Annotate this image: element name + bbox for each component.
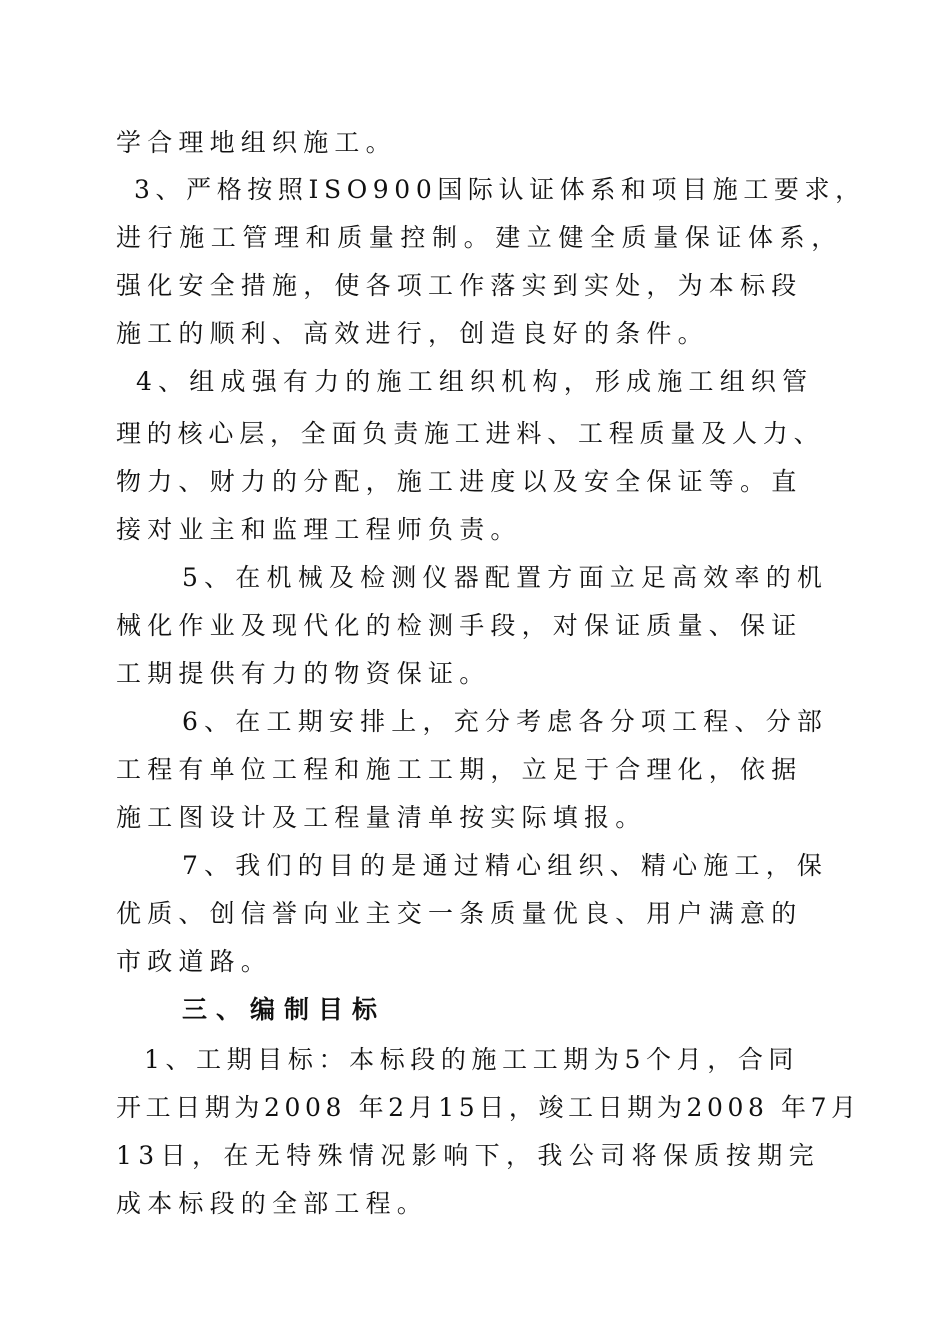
text-line: 开工日期为2008 年2月15日，竣工日期为2008 年7月 <box>116 1093 861 1122</box>
text-line: 工程有单位工程和施工工期，立足于合理化，依据 <box>116 755 803 784</box>
text-line: 理的核心层，全面负责施工进料、工程质量及人力、 <box>116 419 825 448</box>
text-line: 4、组成强有力的施工组织机构，形成施工组织管 <box>136 367 814 396</box>
text-line: 工期提供有力的物资保证。 <box>116 659 491 688</box>
text-line: 物力、财力的分配，施工进度以及安全保证等。直 <box>116 467 803 496</box>
text-line: 13日，在无特殊情况影响下，我公司将保质按期完 <box>116 1141 821 1170</box>
text-line: 接对业主和监理工程师负责。 <box>116 515 522 544</box>
text-line: 7、我们的目的是通过精心组织、精心施工，保 <box>182 851 829 880</box>
text-line: 1、工期目标：本标段的施工工期为5个月，合同 <box>144 1045 800 1074</box>
text-line: 施工的顺利、高效进行，创造良好的条件。 <box>116 319 709 348</box>
section-heading: 三、编制目标 <box>182 995 387 1024</box>
text-line: 施工图设计及工程量清单按实际填报。 <box>116 803 647 832</box>
text-line: 市政道路。 <box>116 947 273 976</box>
text-line: 强化安全措施，使各项工作落实到实处，为本标段 <box>116 271 803 300</box>
text-line: 优质、创信誉向业主交一条质量优良、用户满意的 <box>116 899 803 928</box>
text-line: 进行施工管理和质量控制。建立健全质量保证体系， <box>116 223 843 252</box>
text-line: 5、在机械及检测仪器配置方面立足高效率的机 <box>182 563 829 592</box>
text-line: 成本标段的全部工程。 <box>116 1189 429 1218</box>
text-line: 6、在工期安排上，充分考虑各分项工程、分部 <box>182 707 829 736</box>
text-line: 3、严格按照ISO900国际认证体系和项目施工要求， <box>134 175 866 204</box>
text-line: 械化作业及现代化的检测手段，对保证质量、保证 <box>116 611 803 640</box>
text-line: 学合理地组织施工。 <box>116 128 397 157</box>
